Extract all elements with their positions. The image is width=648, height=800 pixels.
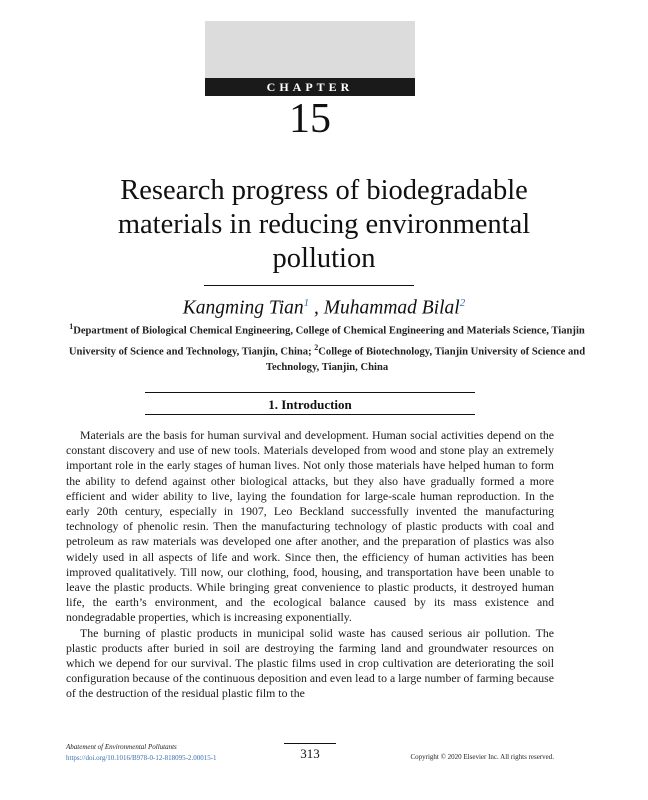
author-2[interactable]: Muhammad Bilal (323, 297, 460, 319)
author-2-affiliation-marker[interactable]: 2 (459, 297, 466, 309)
title-line-1: Research progress of biodegradable (120, 175, 528, 206)
chapter-title (40, 174, 608, 276)
author-1-affiliation-marker[interactable]: 1 (303, 297, 310, 309)
footer-citation (66, 742, 286, 764)
author-1[interactable]: Kangming Tian (182, 297, 304, 319)
paragraph-2: The burning of plastic products in municipal solid waste has caused serious air pollution. The plastic products after buried in soil are destroying the farming land and groundwater resources on which we depend for our survival. The plastic films used in crop cultivation are deteriorating the soil configuration because of the continuous deposition and even lead to a large number of farming because of the destruction of the residual plastic film to the (66, 625, 554, 701)
page-number-rule (284, 743, 336, 744)
author-separator: , (309, 297, 324, 319)
title-line-2: materials in reducing environmental (117, 209, 531, 240)
affiliations (62, 319, 592, 376)
affiliation-1-marker: 1 (69, 322, 74, 331)
title-divider (204, 285, 414, 286)
copyright-notice: Copyright © 2020 Elsevier Inc. All rights reserved. (410, 753, 554, 761)
affiliation-1: Department of Biological Chemical Engineering, College of Chemical Engineering and Materials Science, Tianjin University of Science and Technology, Tianjin, China; (68, 325, 585, 358)
section-rule-bottom (145, 414, 475, 415)
affiliation-2-marker: 2 (314, 342, 319, 352)
paragraph-1: Materials are the basis for human survival and development. Human social activities depend on the constant discovery and use of new tools. Materials developed from wood and stone play an extremely important role in the early stages of human lives. Not only those materials have helped human to form the ability to defend against other biological attacks, but they also have gradually formed a more efficient and wider ability to live, laying the foundation for large-scale human reproduction. In the early 20th century, especially in 1907, Leo Beckland successfully invented the manufacturing technology of phenolic resin. Then the manufacturing technology of plastic products with coal and petroleum as raw materials was developed one after another, and the preparation of plastics was also widely used in all aspects of life and work. Since then, the efficiency of human activities has been improved qualitatively. Till now, our clothing, food, housing, and transportation have been unable to leave the plastic products. While bringing great convenience to plastic products, it destroyed human life, the earth’s environment, and the ecological balance caused by its mass existence and nondegradable properties, which is increasing exponentially. (66, 428, 554, 625)
body-text (66, 428, 554, 702)
doi-link[interactable]: https://doi.org/10.1016/B978-0-12-818095-2.00015-1 (66, 754, 217, 762)
book-title: Abatement of Environmental Pollutants (66, 743, 177, 751)
title-line-3: pollution (272, 243, 376, 274)
section-rule-top (145, 392, 475, 393)
section-heading: 1. Introduction (268, 397, 352, 412)
page-number: 313 (300, 746, 320, 761)
chapter-number: 15 (289, 96, 331, 142)
chapter-label: CHAPTER (205, 78, 415, 96)
affiliation-2: College of Biotechnology, Tianjin University of Science and Technology, Tianjin, China (265, 346, 586, 374)
author-line (40, 290, 608, 322)
